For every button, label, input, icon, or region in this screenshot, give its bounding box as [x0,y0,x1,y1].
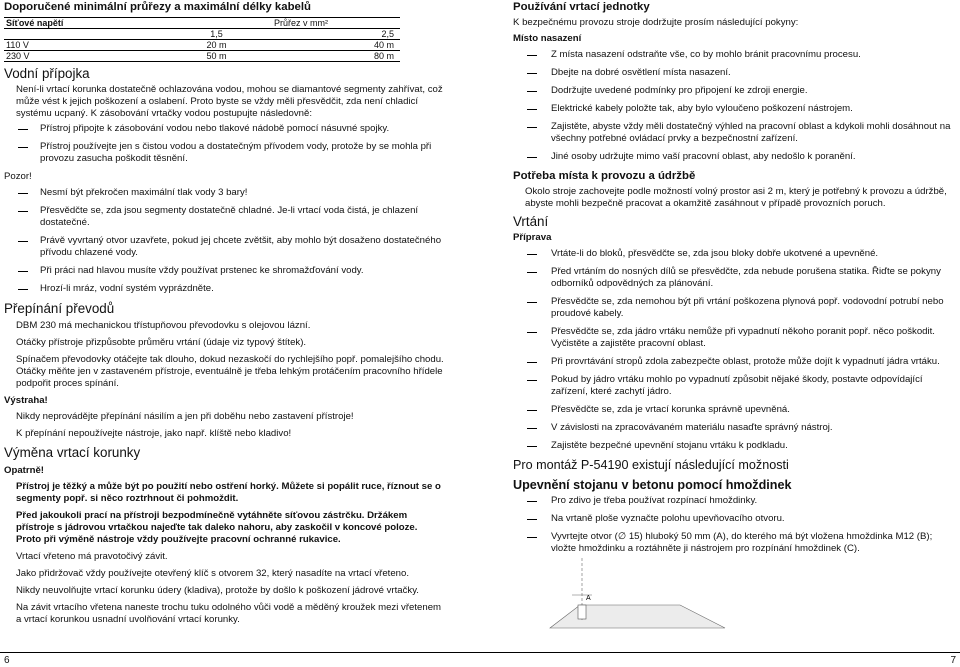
mount-section-title: Pro montáž P-54190 existují následující možnosti [513,458,789,472]
caution-list [4,187,444,295]
list-item: Přesvědčte se, zda je vrtací korunka správně upevněná. [513,404,953,416]
space-paragraph: Okolo stroje zachovejte podle možností volný prostor asi 2 m, který je potřebný k provozu a údržbě, abyste mohli bezpečně pracovat a okamžitě zasáhnout v případě provozních poruch. [525,186,947,209]
list-item: Dbejte na dobré osvětlení místa nasazení. [513,67,953,79]
footer-divider [0,652,960,653]
site-label: Místo nasazení [513,33,582,44]
floor-plane [550,605,725,628]
concrete-list [513,495,953,555]
crown-paragraph: Nikdy neuvolňujte vrtací korunku údery (kladiva), protože by došlo k poškození jádrové vrtačky. [16,585,419,596]
prep-list [513,248,953,452]
concrete-section-title: Upevnění stojanu v betonu pomocí hmoždinek [513,478,792,492]
cable-table [4,17,400,62]
crown-section-title: Výměna vrtací korunky [4,445,141,460]
list-item: Z místa nasazení odstraňte vše, co by mohlo bránit pracovnímu procesu. [513,49,953,61]
caution-label: Pozor! [4,171,32,182]
crown-paragraph: Jako přidržovač vždy používejte otevřený klíč s otvorem 32, který nasadíte na vrtací vřeteno. [16,568,409,579]
figure-label: A [586,595,591,602]
list-item: Při práci nad hlavou musíte vždy používat prstenec ke shromažďování vody. [4,265,444,277]
drill-section-title: Vrtání [513,214,549,229]
list-item: Zajistěte, abyste vždy měli dostatečný výhled na pracovní oblast a kdykoli mohli dosáhnout na všechny potřebné ovládací prvky a bezpečnostní zařízení. [513,121,953,145]
table-sub-b: 2,5 [279,29,400,40]
table-row: 110 V 20 m 40 m [4,40,400,51]
gear-paragraph: DBM 230 má mechanickou třístupňovou převodovku s olejovou lázní. [16,320,311,331]
space-section-title: Potřeba místa k provozu a údržbě [513,170,696,182]
list-item: Dodržujte uvedené podmínky pro připojení ke zdroji energie. [513,85,953,97]
list-item: Vyvrtejte otvor (∅ 15) hluboký 50 mm (A), do kterého má být vložena hmoždinka M12 (B); vložte hmoždinku a roztáhněte ji nástrojem pro rozpínání hmoždinek (C). [513,531,953,555]
use-intro: K bezpečnému provozu stroje dodržujte prosím následující pokyny: [513,17,799,28]
attention-paragraph: Před jakoukoli prací na přístroji bezpodmínečně vytáhněte síťovou zástrčku. Držákem přístroje s jádrovou vrtačkou najeďte tak daleko nahoru, aby zaskočil v koncové poloze. Proto při výměně nástroje vždy používejte pracovní ochranné rukavice. [16,510,418,545]
list-item: Pro zdivo je třeba používat rozpínací hmoždinky. [513,495,953,507]
table-header-crosssection: Průřez v mm² [154,18,400,29]
attention-label: Opatrně! [4,465,44,476]
anchor-figure [540,550,740,645]
cable-section-title: Doporučené minimální průřezy a maximální délky kabelů [4,1,312,13]
crown-paragraph: Vrtací vřeteno má pravotočivý závit. [16,551,168,562]
list-item: Před vrtáním do nosných dílů se přesvědčte, zda nebude porušena statika. Řiďte se pokyny odborníků odpovědných za plánování. [513,266,953,290]
prep-label: Příprava [513,232,552,243]
gear-section-title: Přepínání převodů [4,301,115,316]
table-sub-a: 1,5 [154,29,279,40]
list-item: Pokud by jádro vrtáku mohlo po vypadnutí způsobit nějaké škody, postavte odpovídající zařízení, které zachytí jádro. [513,374,953,398]
list-item: Přesvědčte se, zda jádro vrtáku nemůže při vypadnutí někoho poranit popř. něco poškodit. Vyčistěte a zajistěte pracovní oblast. [513,326,953,350]
warning-label: Výstraha! [4,395,48,406]
right-page [513,0,953,561]
attention-paragraph: Přístroj je těžký a může být po použití nebo ostření horký. Můžete si popálit ruce, říznout se o segmenty popř. si něco roztrhnout či pohmoždit. [16,481,441,504]
anchor-hole [578,605,586,619]
left-page [4,0,444,629]
gear-paragraph: Spínačem převodovky otáčejte tak dlouho, dokud nezaskočí do rychlejšího popř. pomalejšího chodu. Otáčky měňte jen v zastaveném přístroje, eventuálně je třeba lehkým protáčením pracovního hřídele podpořit proces spínání. [16,354,444,389]
page-number-left: 6 [4,655,10,666]
warning-paragraph: K přepínání nepoužívejte nástroje, jako např. klíště nebo kladivo! [16,428,292,439]
list-item: Vrtáte-li do bloků, přesvědčte se, zda jsou bloky dobře ukotvené a upevněné. [513,248,953,260]
list-item: Hrozí-li mráz, vodní systém vyprázdněte. [4,283,444,295]
list-item: Zajistěte bezpečné upevnění stojanu vrtáku k podkladu. [513,440,953,452]
list-item: Na vrtaně ploše vyznačte polohu upevňovacího otvoru. [513,513,953,525]
list-item: Přesvědčte se, zda nemohou být při vrtání poškozena plynová popř. vodovodní potrubí nebo proudové kabely. [513,296,953,320]
list-item: Přístroj používejte jen s čistou vodou a dostatečným přívodem vody, protože by se mohla při provozu zasucha poškodit těsnění. [4,141,444,165]
list-item: Jiné osoby udržujte mimo vaší pracovní oblast, aby nedošlo k poranění. [513,151,953,163]
list-item: V závislosti na zpracovávaném materiálu nasaďte správný nástroj. [513,422,953,434]
water-list [4,123,444,165]
page-number-right: 7 [950,655,956,666]
list-item: Při provrtávání stropů zdola zabezpečte oblast, protože může dojít k vypadnutí jádra vrtáku. [513,356,953,368]
table-row: 230 V 50 m 80 m [4,51,400,62]
warning-paragraph: Nikdy neprovádějte přepínání násilím a jen při doběhu nebo zastavení přístroje! [16,411,354,422]
site-list [513,49,953,163]
water-paragraph: Není-li vrtací korunka dostatečně ochlazována vodou, mohou se diamantové segmenty zahřívat, což může vést k jejich poškození a oslabení. Proto byste se vždy měli přesvědčit, zda není chladicí systému ucpaný. K zásobování vrtačky vodou postupujte následovně: [16,84,443,119]
list-item: Právě vyvrtaný otvor uzavřete, pokud jej chcete zvětšit, aby mohlo být dosaženo dostatečného přívodu chlazené vody. [4,235,444,259]
list-item: Přesvědčte se, zda jsou segmenty dostatečně chladné. Je-li vrtací voda čistá, je chlazení dostatečné. [4,205,444,229]
crown-paragraph: Na závit vrtacího vřetena naneste trochu tuku odolného vůči vodě a měděný kroužek mezi vřetenem a vrtací korunkou usnadní uvolňování vrtací korunky. [16,602,442,625]
list-item: Elektrické kabely položte tak, aby bylo vyloučeno poškození nástrojem. [513,103,953,115]
table-header-voltage: Síťové napětí [4,18,154,29]
list-item: Přístroj připojte k zásobování vodou nebo tlakové nádobě pomocí násuvné spojky. [4,123,444,135]
water-section-title: Vodní přípojka [4,66,90,81]
list-item: Nesmí být překročen maximální tlak vody 3 bary! [4,187,444,199]
use-section-title: Používání vrtací jednotky [513,1,650,13]
gear-paragraph: Otáčky přístroje přizpůsobte průměru vrtání (údaje viz typový štítek). [16,337,307,348]
